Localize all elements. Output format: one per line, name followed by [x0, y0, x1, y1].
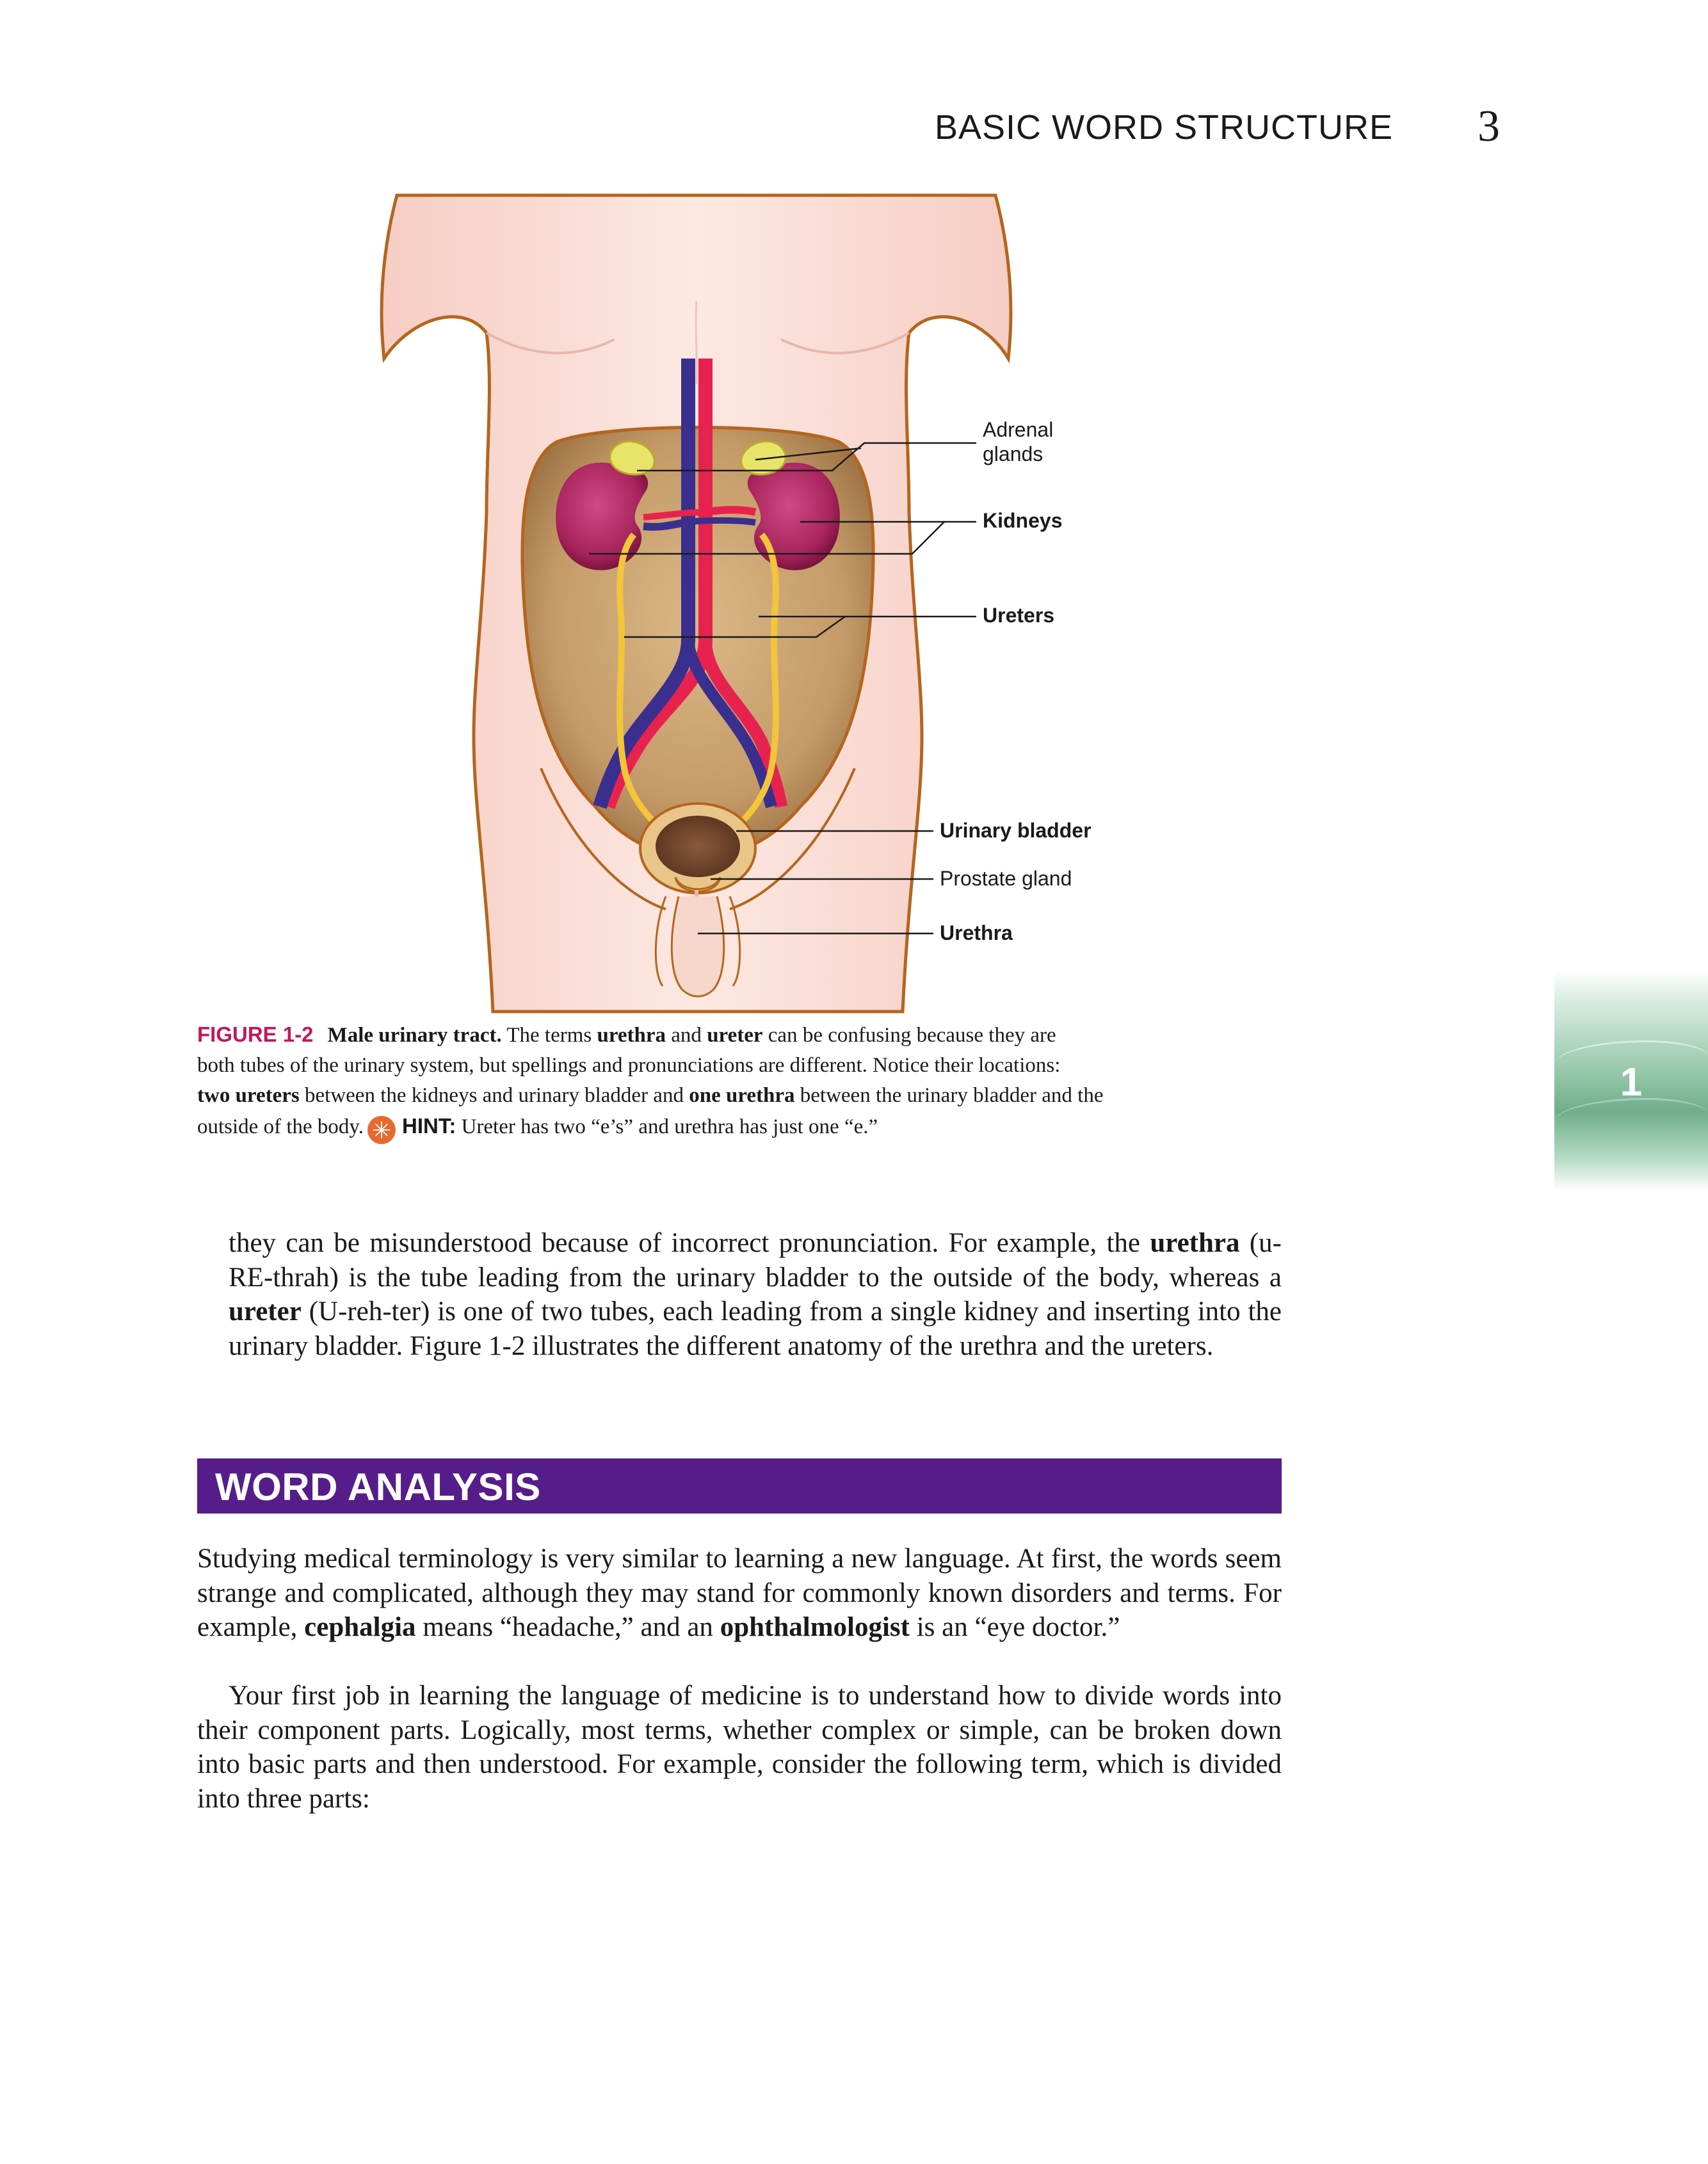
label-prostate-gland: Prostate gland [940, 867, 1072, 890]
label-adrenal-glands [983, 417, 1053, 466]
page-number: 3 [1478, 102, 1500, 151]
paragraph-text: they can be misunderstood because of incorrect pronunciation. For example, the [229, 1228, 1140, 1258]
term-urethra: urethra [1150, 1228, 1240, 1258]
caption-line-3 [197, 1081, 1285, 1111]
label-urinary-bladder: Urinary bladder [940, 819, 1092, 842]
figure-caption [197, 1019, 1285, 1144]
paragraph-text: Studying medical terminology is very similar to learning a new language. At first, the words seem strange and complicated, although they may stand for commonly known disorders and terms. For example, [197, 1544, 1282, 1642]
running-header-title: BASIC WORD STRUCTURE [935, 108, 1394, 147]
hint-text: Ureter has two “e’s” and urethra has just one “e.” [461, 1115, 878, 1138]
body-paragraph-3: Your first job in learning the language of medicine is to understand how to divide words into their component parts. Logically, most terms, whether complex or simple, can be broken down into basic parts and then understood. For example, consider the following term, which is divided into three parts: [197, 1681, 1282, 1814]
label-ureters: Ureters [983, 604, 1055, 627]
paragraph-text: (U-reh-ter) is one of two tubes, each leading from a single kidney and inserting into the urinary bladder. Figure 1-2 illustrates the different anatomy of the urethra and the ureters. [229, 1296, 1282, 1361]
figure-title: Male urinary tract. [327, 1024, 502, 1047]
label-kidneys: Kidneys [983, 509, 1063, 532]
caption-term-ureter: ureter [707, 1024, 763, 1047]
caption-line-4 [197, 1111, 1285, 1144]
hint-label: HINT: [402, 1114, 456, 1138]
figure-number: FIGURE 1-2 [197, 1022, 314, 1046]
caption-term-one-urethra: one urethra [689, 1084, 795, 1107]
body-paragraph-1 [229, 1226, 1282, 1363]
urinary-tract-illustration [0, 0, 1708, 1018]
caption-text: outside of the body. [197, 1115, 364, 1138]
caption-line-1 [197, 1019, 1285, 1051]
caption-term-urethra: urethra [597, 1024, 666, 1047]
section-heading: WORD ANALYSIS [215, 1466, 541, 1508]
label-adrenal-line2: glands [983, 442, 1043, 465]
renal-vessels-right [705, 510, 755, 512]
caption-line-2: both tubes of the urinary system, but spellings and pronunciations are different. Notice their locations: [197, 1054, 1061, 1077]
paragraph-text: (u-RE-thrah) is the tube leading from the urinary bladder to the outside of the body, whereas a [229, 1228, 1282, 1293]
caption-text: and [671, 1024, 702, 1047]
label-urethra: Urethra [940, 921, 1013, 944]
caption-text: can be confusing because they are [768, 1024, 1056, 1047]
hint-asterisk-icon: ✳ [367, 1116, 396, 1144]
body-paragraph-2 [197, 1542, 1282, 1645]
chapter-number: 1 [1620, 1060, 1643, 1104]
caption-text: The terms [506, 1024, 592, 1047]
term-cephalgia: cephalgia [304, 1612, 416, 1642]
paragraph-text: is an “eye doctor.” [916, 1612, 1120, 1642]
genital-outline [672, 896, 723, 996]
renal-vessels-right-vein [688, 521, 755, 522]
caption-text: between the kidneys and urinary bladder and [305, 1084, 684, 1107]
label-adrenal-line1: Adrenal [983, 418, 1054, 441]
term-ophthalmologist: ophthalmologist [720, 1612, 910, 1642]
term-ureter: ureter [229, 1296, 302, 1327]
paragraph-text: means “headache,” and an [423, 1612, 713, 1642]
caption-text: between the urinary bladder and the [800, 1084, 1104, 1107]
bladder-interior [656, 816, 740, 877]
navel-line [696, 301, 697, 384]
caption-term-two-ureters: two ureters [197, 1084, 300, 1107]
section-heading-bar [197, 1458, 1282, 1514]
